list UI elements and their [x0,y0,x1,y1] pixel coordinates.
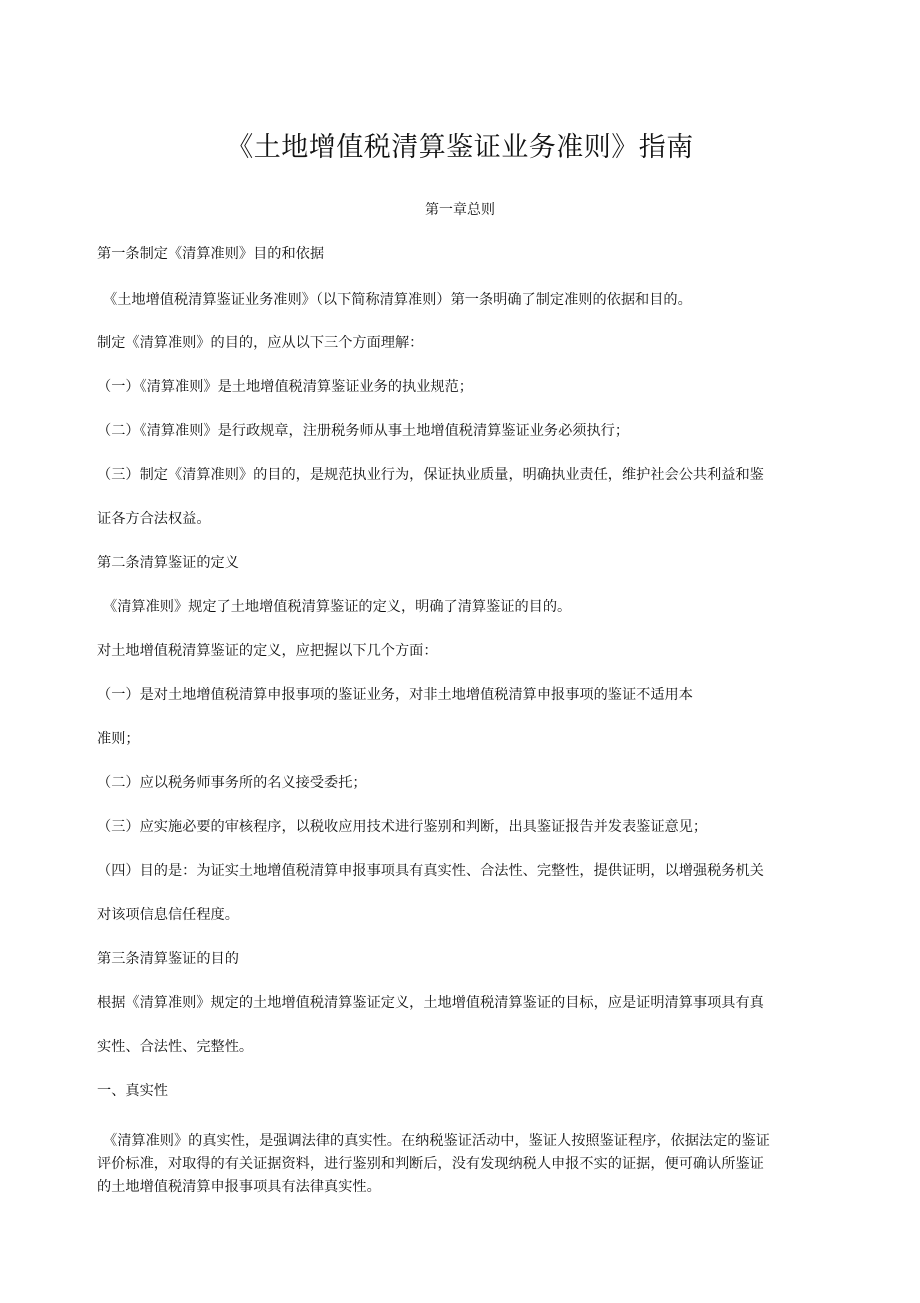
paragraph-line: 准则； [97,731,140,747]
paragraph-line: 《清算准则》的真实性，是强调法律的真实性。在纳税鉴证活动中，鉴证人按照鉴证程序，依据法定的鉴证 [103,1133,770,1149]
chapter-heading: 第一章总则 [425,202,495,218]
document-title: 《土地增值税清算鉴证业务准则》指南 [226,132,694,163]
paragraph-line: 根据《清算准则》规定的土地增值税清算鉴证定义，土地增值税清算鉴证的目标，应是证明清算事项具有真 [97,995,764,1011]
article-heading: 第一条制定《清算准则》目的和依据 [97,246,325,262]
article-heading: 第二条清算鉴证的定义 [97,555,239,571]
paragraph-line: 实性、合法性、完整性。 [97,1039,254,1055]
paragraph-line: 评价标准，对取得的有关证据资料，进行鉴别和判断后，没有发现纳税人申报不实的证据，便可确认所鉴证 [97,1156,764,1172]
paragraph-line: 《清算准则》规定了土地增值税清算鉴证的定义，明确了清算鉴证的目的。 [103,599,572,615]
list-item: （二）应以税务师事务所的名义接受委托； [97,775,367,791]
section-heading: 一、真实性 [97,1083,168,1099]
article-heading: 第三条清算鉴证的目的 [97,951,239,967]
list-item: （四）目的是：为证实土地增值税清算申报事项具有真实性、合法性、完整性，提供证明，以增强税务机关 [97,863,764,879]
list-item: （二）《清算准则》是行政规章，注册税务师从事土地增值税清算鉴证业务必须执行； [97,423,630,439]
paragraph-line: 证各方合法权益。 [97,511,211,527]
list-item: （三）应实施必要的审核程序，以税收应用技术进行鉴别和判断，出具鉴证报告并发表鉴证意见； [97,819,708,835]
final-paragraph [97,1130,830,1199]
paragraph-line: 的土地增值税清算申报事项具有法律真实性。 [97,1179,381,1195]
list-item: （一）是对土地增值税清算申报事项的鉴证业务，对非土地增值税清算申报事项的鉴证不适用本 [97,687,693,703]
paragraph-line: 制定《清算准则》的目的，应从以下三个方面理解： [97,335,424,351]
list-item: （三）制定《清算准则》的目的，是规范执业行为，保证执业质量，明确执业责任，维护社会公共利益和鉴 [97,467,764,483]
paragraph-line: 对该项信息信任程度。 [97,907,239,923]
paragraph-line: 《土地增值税清算鉴证业务准则》（以下简称清算准则）第一条明确了制定准则的依据和目的。 [103,292,692,308]
list-item: （一）《清算准则》是土地增值税清算鉴证业务的执业规范； [97,379,473,395]
paragraph-line: 对土地增值税清算鉴证的定义，应把握以下几个方面： [97,643,438,659]
